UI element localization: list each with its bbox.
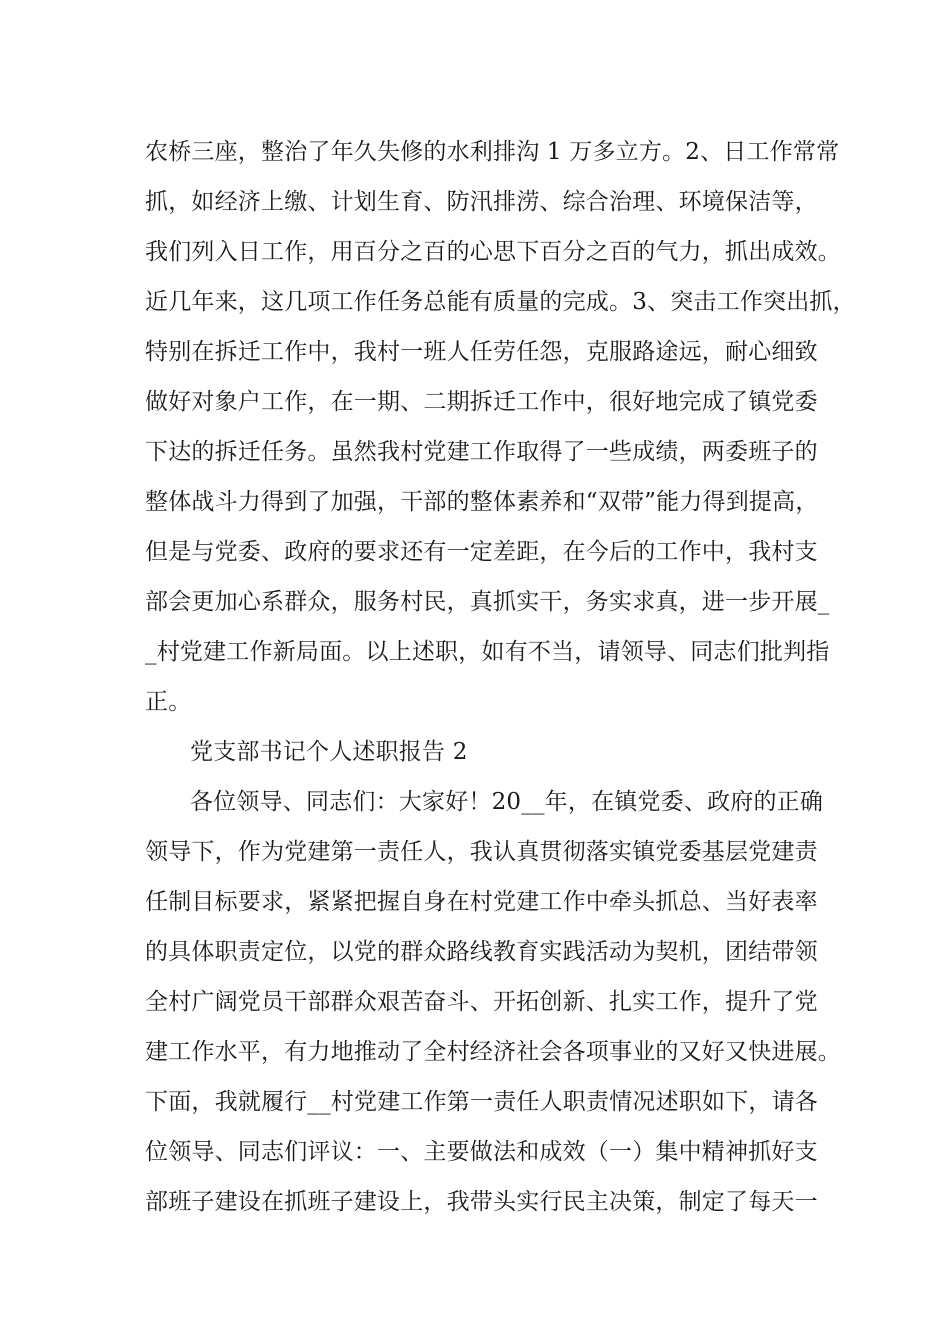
text-line: 的具体职责定位，以党的群众路线教育实践活动为契机，团结带领 — [145, 939, 818, 965]
text-line: 我们列入日工作，用百分之百的心思下百分之百的气力，抓出成效。 — [145, 239, 841, 265]
text-line: 部班子建设在抓班子建设上，我带头实行民主决策，制定了每天一 — [145, 1189, 818, 1215]
text-line: 但是与党委、政府的要求还有一定差距，在今后的工作中，我村支 — [145, 539, 818, 565]
text-line: 部会更加心系群众，服务村民，真抓实干，务实求真，进一步开展_ — [145, 589, 830, 615]
text-line: 特别在拆迁工作中，我村一班人任劳任怨，克服路途远，耐心细致 — [145, 339, 818, 365]
text-line: 近几年来，这几项工作任务总能有质量的完成。3、突击工作突出抓， — [145, 289, 856, 315]
text-line: 建工作水平，有力地推动了全村经济社会各项事业的又好又快进展。 — [145, 1039, 841, 1065]
text-line: _村党建工作新局面。以上述职，如有不当，请领导、同志们批判指 — [145, 639, 830, 665]
text-line: 整体战斗力得到了加强，干部的整体素养和“双带”能力得到提高， — [145, 489, 819, 515]
text-line: 下面，我就履行__村党建工作第一责任人职责情况述职如下，请各 — [145, 1089, 818, 1115]
text-line: 领导下，作为党建第一责任人，我认真贯彻落实镇党委基层党建责 — [145, 839, 818, 865]
text-line: 下达的拆迁任务。虽然我村党建工作取得了一些成绩，两委班子的 — [145, 439, 818, 465]
section-heading: 党支部书记个人述职报告 2 — [190, 739, 468, 765]
text-line: 各位领导、同志们：大家好！20__年，在镇党委、政府的正确 — [190, 789, 824, 815]
text-line: 抓，如经济上缴、计划生育、防汛排涝、综合治理、环境保洁等， — [145, 189, 818, 215]
text-line: 位领导、同志们评议：一、主要做法和成效（一）集中精神抓好支 — [145, 1139, 818, 1165]
text-line: 做好对象户工作，在一期、二期拆迁工作中，很好地完成了镇党委 — [145, 389, 818, 415]
text-line: 农桥三座，整治了年久失修的水利排沟 1 万多立方。2、日工作常常 — [145, 139, 840, 165]
text-line: 全村广阔党员干部群众艰苦奋斗、开拓创新、扎实工作，提升了党 — [145, 989, 818, 1015]
text-line: 任制目标要求，紧紧把握自身在村党建工作中牵头抓总、当好表率 — [145, 889, 818, 915]
text-line: 正。 — [145, 689, 192, 715]
